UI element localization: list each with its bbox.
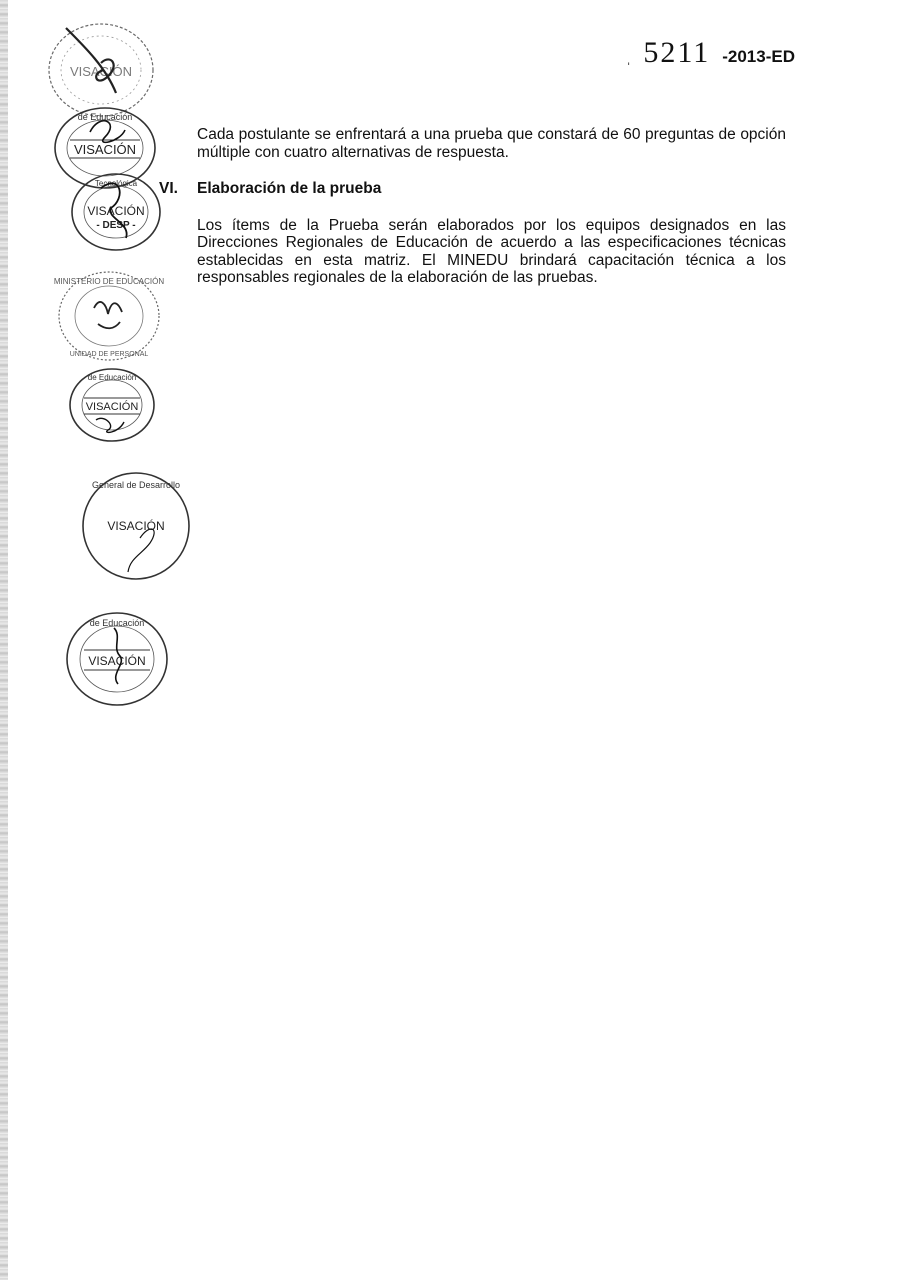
stamp-educacion-basica-alternativa [62, 604, 172, 714]
section-paragraph: Los ítems de la Prueba serán elaborados por los equipos designados en las Direcciones Regionales de Educación de acuerdo a las especificaciones técnicas establecidas en esta matriz. El MINEDU brindará capacitación técnica a los responsables regionales de la elaboración de las pruebas. [197, 216, 786, 286]
stamp-3-top: Tecnológica [94, 179, 138, 188]
svg-text:de Educación: de Educación [89, 618, 145, 628]
svg-text:General de Desarrollo: General de Desarrollo [91, 480, 181, 490]
stamp-7-text: VISACIÓN [88, 654, 146, 668]
stamp-3-sub: - DESP - [96, 220, 136, 231]
svg-text:de Educación: de Educación [87, 373, 137, 382]
scan-left-edge [0, 0, 8, 1280]
section-heading-row [159, 180, 786, 198]
stamp-educacion-basica-especial [66, 364, 158, 446]
stamp-tecnologica [66, 168, 166, 254]
document-number [626, 36, 795, 70]
document-number-mark: ˌ [626, 49, 632, 66]
svg-text:de Educación: de Educación [77, 112, 133, 122]
stamp-1-text: VISACIÓN [69, 64, 133, 79]
intro-paragraph: Cada postulante se enfrentará a una prueba que constará de 60 preguntas de opción múltiple con cuatro alternativas de respuesta. [197, 126, 786, 161]
document-year-suffix: -2013-ED [722, 47, 795, 66]
stamp-4-bottom: UNIDAD DE PERSONAL [69, 351, 149, 358]
stamp-ministerio-educacion [53, 268, 165, 364]
stamp-5-text: VISACIÓN [85, 401, 139, 413]
document-body [159, 126, 786, 287]
stamp-4-top: MINISTERIO DE EDUCACIÓN [53, 277, 165, 286]
stamp-desarrollo-docente [80, 468, 192, 584]
stamp-2-text: VISACIÓN [73, 142, 137, 157]
stamp-3-text: VISACIÓN [87, 204, 145, 218]
stamp-6-text: VISACIÓN [107, 519, 165, 533]
document-number-value: 5211 [643, 36, 711, 69]
section-number: VI. [159, 180, 178, 197]
section-title: Elaboración de la prueba [197, 180, 382, 197]
